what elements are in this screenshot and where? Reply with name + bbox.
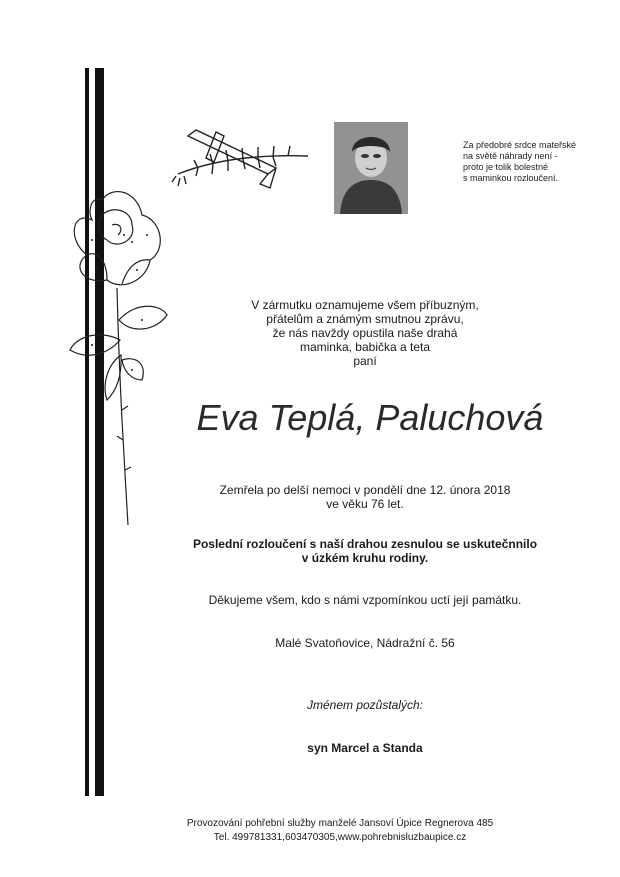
farewell-notice [145,537,585,565]
funeral-service-line: Provozování pohřební služby manželé Jansoví Úpice Regnerova 485 [186,818,494,829]
farewell-line: Poslední rozloučení s naší drahou zesnulou se uskutečnnilo [192,537,538,551]
quote-line: proto je tolik bolestné [463,162,549,172]
death-line: ve věku 76 let. [326,497,404,511]
funeral-service-contact: Tel. 499781331,603470305,www.pohrebnisluzbaupice.cz [213,832,467,843]
thanks-text: Děkujeme všem, kdo s námi vzpomínkou uctí její památku. [208,593,522,607]
announcement-text [195,298,535,368]
quote-line: na světě náhrady není - [463,151,558,161]
announcement-line: že nás navždy opustila naše drahá [272,326,458,340]
survivors-names: syn Marcel a Standa [307,741,423,755]
memorial-quote [463,140,603,184]
death-line: Zemřela po delší nemoci v pondělí dne 12. února 2018 [219,483,511,497]
quote-line: Za předobré srdce mateřské [463,140,577,150]
deceased-name: Eva Teplá, Paluchová [196,397,544,438]
farewell-line: v úzkém kruhu rodiny. [301,551,429,565]
quote-line: s maminkou rozloučení. [463,173,559,183]
announcement-line: přátelům a známým smutnou zprávu, [266,312,464,326]
announcement-line: paní [353,354,377,368]
rose-illustration-icon [62,180,172,530]
portrait-photo [334,122,408,214]
announcement-line: V zármutku oznamujeme všem příbuzným, [251,298,479,312]
family-address: Malé Svatoňovice, Nádražní č. 56 [275,636,455,650]
on-behalf-label: Jménem pozůstalých: [306,698,424,712]
cross-palm-icon [168,124,313,194]
death-details [145,483,585,511]
announcement-line: maminka, babička a teta [299,340,431,354]
